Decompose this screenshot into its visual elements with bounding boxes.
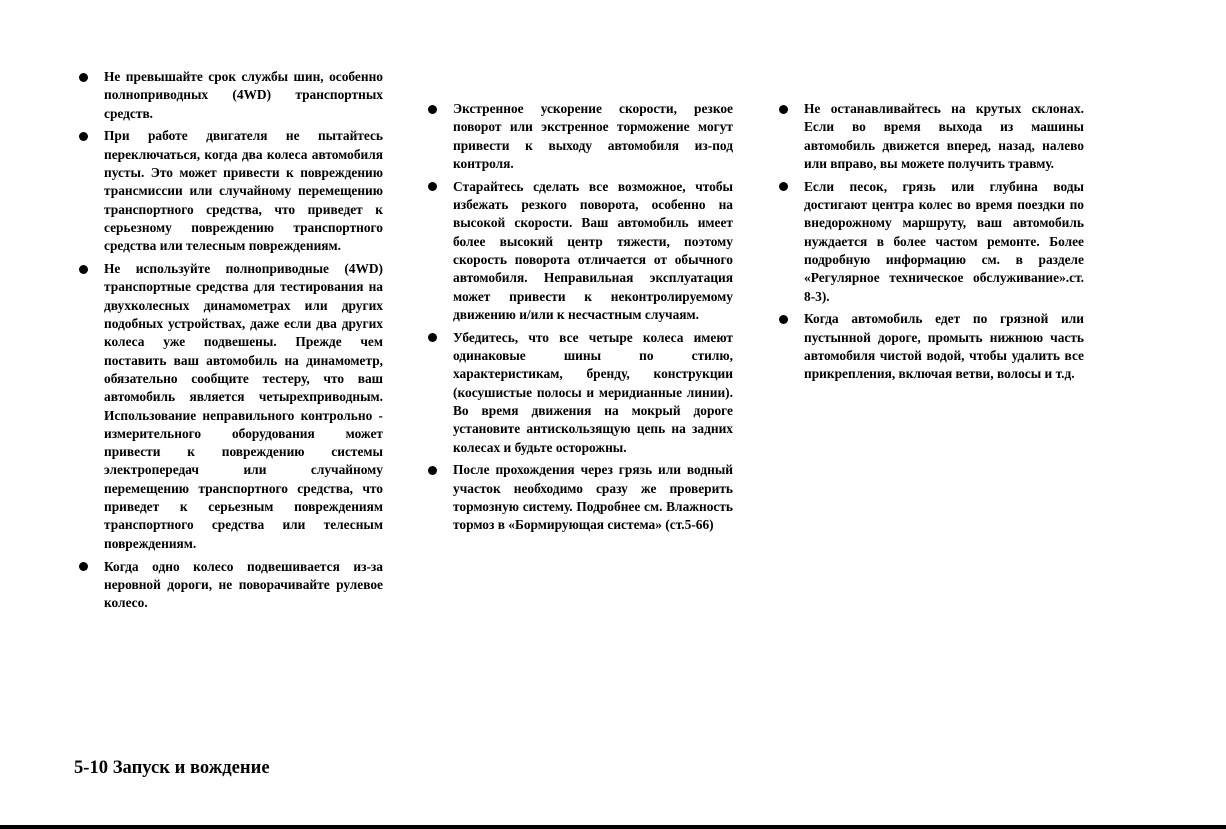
bullet-item xyxy=(79,127,383,255)
bullet-item xyxy=(428,461,733,534)
bullet-icon xyxy=(428,466,437,475)
bullet-text: Не используйте полноприводные (4WD) транспортные средства для тестирования на двухколесных динамометрах или других подобных устройствах, даже если два других колеса уже подвешены. Прежде чем поставить ваш автомобиль на динамометр, обязательно сообщите тестеру, что ваш автомобиль является четырехприводным. Использование неправильного контрольно - измерительного оборудования может привести к повреждению системы электропередач или случайному перемещению транспортного средства, что приведет к серьезным повреждениям транспортного средства или телесным повреждениям. xyxy=(104,261,383,551)
bullet-text: Если песок, грязь или глубина воды достигают центра колес во время поездки по внедорожному маршруту, ваш автомобиль нуждается в более частом ремонте. Более подробную информацию см. в разделе «Регулярное техническое обслуживание».ст. 8-3). xyxy=(804,178,1084,304)
bullet-icon xyxy=(79,265,88,274)
bullet-icon xyxy=(779,315,788,324)
bullet-item xyxy=(79,68,383,123)
bullet-item xyxy=(79,260,383,553)
bullet-item xyxy=(779,310,1084,383)
bullet-item xyxy=(428,100,733,173)
bullet-text: Не останавливайтесь на крутых склонах. Если во время выхода из машины автомобиль движется вперед, назад, налево или вправо, вы можете получить травму. xyxy=(804,101,1084,171)
bullet-text: После прохождения через грязь или водный участок необходимо сразу же проверить тормозную систему. Подробнее см. Влажность тормоз в «Бормирующая система» (ст.5-66) xyxy=(453,462,733,533)
bullet-icon xyxy=(79,73,88,82)
bullet-icon xyxy=(779,182,788,191)
bullet-icon xyxy=(79,562,88,571)
bullet-item xyxy=(428,329,733,457)
bullet-icon xyxy=(428,333,437,342)
bullet-text: При работе двигателя не пытайтесь переключаться, когда два колеса автомобиля пусты. Это может привести к повреждению трансмиссии или случайному перемещению транспортного средства, что приведет к серьезному повреждению транспортного средства или телесным повреждениям. xyxy=(104,128,383,254)
bullet-text: Когда автомобиль едет по грязной или пустынной дороге, промыть нижнюю часть автомобиля чистой водой, чтобы удалить все прикрепления, включая ветви, волосы и т.д. xyxy=(804,311,1084,382)
bullet-icon xyxy=(428,182,437,191)
text-column-1 xyxy=(79,68,383,617)
bottom-rule xyxy=(0,825,1226,829)
bullet-item xyxy=(779,100,1084,173)
bullet-text: Старайтесь сделать все возможное, чтобы избежать резкого поворота, особенно на высокой скорости. Ваш автомобиль имеет более высокий центр тяжести, поэтому скорость поворота отличается от обычного автомобиля. Неправильная эксплуатация может привести к неконтролируемому движению и/или к несчастным случаям. xyxy=(453,178,733,322)
bullet-text: Убедитесь, что все четыре колеса имеют одинаковые шины по стилю, характеристикам, бренду, конструкции (косушистые полосы и меридианные линии). Во время движения на мокрый дороге установите антискользящую цепь на задних колесах и будьте осторожны. xyxy=(453,329,733,455)
bullet-text: Экстренное ускорение скорости, резкое поворот или экстренное торможение могут привести к выходу автомобиля из-под контроля. xyxy=(453,101,733,171)
bullet-text: Не превышайте срок службы шин, особенно полноприводных (4WD) транспортных средств. xyxy=(104,69,383,121)
bullet-text: Когда одно колесо подвешивается из-за неровной дороги, не поворачивайте рулевое колесо. xyxy=(104,558,383,611)
bullet-icon xyxy=(428,105,437,114)
bullet-icon xyxy=(79,132,88,141)
bullet-item xyxy=(79,558,383,613)
page-footer: 5-10 Запуск и вождение xyxy=(74,757,270,778)
text-column-3 xyxy=(779,100,1084,388)
bullet-item xyxy=(779,178,1084,306)
bullet-icon xyxy=(779,105,788,114)
bullet-item xyxy=(428,178,733,324)
text-column-2 xyxy=(428,100,733,539)
